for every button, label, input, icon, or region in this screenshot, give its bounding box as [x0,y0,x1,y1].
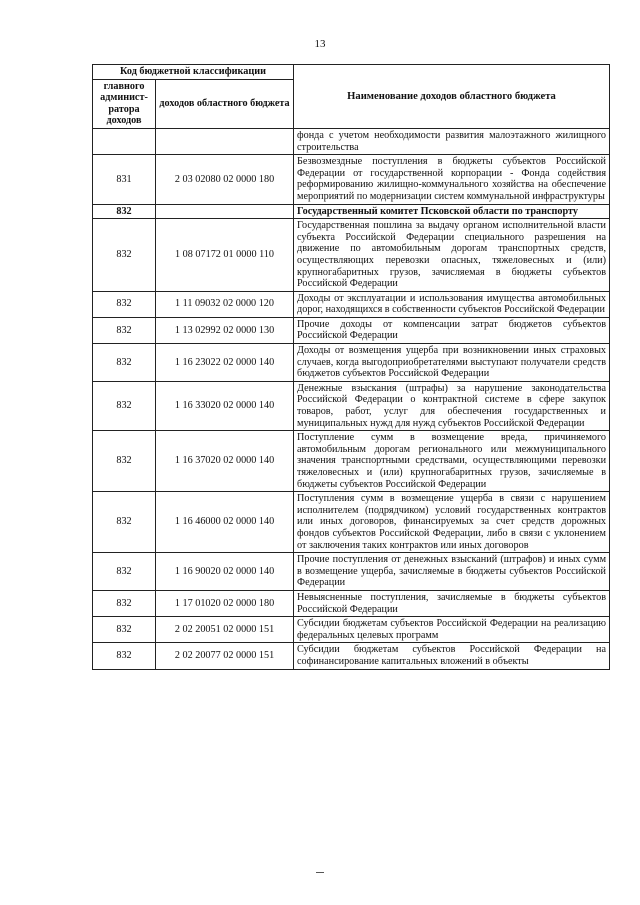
table-row [93,590,610,616]
admin-code-cell: 832 [93,431,156,492]
income-name-cell: Субсидии бюджетам субъектов Российской Федерации на софинансирование капитальных вложений в объекты [294,643,610,669]
admin-code-cell: 832 [93,291,156,317]
table-row [93,291,610,317]
income-code-cell: 1 16 23022 02 0000 140 [156,344,294,382]
admin-code-cell [93,128,156,154]
admin-code-cell: 832 [93,553,156,591]
table-row [93,431,610,492]
income-code-cell: 2 02 20051 02 0000 151 [156,617,294,643]
admin-code-cell: 832 [93,643,156,669]
admin-code-cell: 832 [93,492,156,553]
admin-code-cell: 832 [93,344,156,382]
table-row [93,344,610,382]
admin-code-cell: 832 [93,204,156,219]
table-row [93,617,610,643]
income-name-cell: фонда с учетом необходимости развития малоэтажного жилищного строительства [294,128,610,154]
income-code-cell: 1 16 37020 02 0000 140 [156,431,294,492]
income-code-cell: 2 02 20077 02 0000 151 [156,643,294,669]
section-header-row [93,204,610,219]
income-name-cell: Безвозмездные поступления в бюджеты субъектов Российской Федерации от государственной корпорации - Фонда содействия реформированию жилищно-коммунального хозяйства на обеспечение мероприятий по модернизации систем коммунальной инфраструктуры [294,155,610,204]
income-code-cell: 1 13 02992 02 0000 130 [156,317,294,343]
income-code-cell: 1 11 09032 02 0000 120 [156,291,294,317]
table-row [93,643,610,669]
income-name-cell: Поступления сумм в возмещение ущерба в связи с нарушением исполнителем (подрядчиком) условий государственных контрактов или иных договоров, финансируемых за счет средств дорожных фондов субъектов Российской Федерации, либо в связи с уклонением от заключения таких контрактов или иных договоров [294,492,610,553]
income-code-cell: 1 16 33020 02 0000 140 [156,381,294,430]
table-row [93,317,610,343]
admin-code-cell: 832 [93,381,156,430]
income-name-cell: Невыясненные поступления, зачисляемые в бюджеты субъектов Российской Федерации [294,590,610,616]
admin-code-cell: 832 [93,219,156,292]
income-name-cell: Субсидии бюджетам субъектов Российской Федерации на реализацию федеральных целевых программ [294,617,610,643]
page-number: 13 [314,38,326,50]
income-name-cell: Доходы от возмещения ущерба при возникновении иных страховых случаев, когда выгодоприобретателями выступают получатели средств бюджетов субъектов Российской Федерации [294,344,610,382]
section-title-cell: Государственный комитет Псковской области по транспорту [294,204,610,219]
income-code-cell: 1 16 90020 02 0000 140 [156,553,294,591]
income-code-cell: 1 17 01020 02 0000 180 [156,590,294,616]
income-code-cell: 2 03 02080 02 0000 180 [156,155,294,204]
table-row [93,381,610,430]
income-name-cell: Поступление сумм в возмещение вреда, причиняемого автомобильным дорогам регионального или межмуниципального значения транспортными средствами, осуществляющими перевозки тяжеловесных и (или) крупногабаритных грузов, зачисляемые в бюджеты субъектов Российской Федерации [294,431,610,492]
table-row [93,219,610,292]
income-name-cell: Денежные взыскания (штрафы) за нарушение законодательства Российской Федерации о контрактной системе в сфере закупок товаров, работ, услуг для обеспечения государственных и муниципальных нужд для нужд субъектов Российской Федерации [294,381,610,430]
admin-code-cell: 831 [93,155,156,204]
admin-code-cell: 832 [93,590,156,616]
income-name-cell: Доходы от эксплуатации и использования имущества автомобильных дорог, находящихся в собственности субъектов Российской Федерации [294,291,610,317]
header-admin-code: главного админист-ратора доходов [93,79,156,128]
table-row [93,128,610,154]
income-name-cell: Прочие поступления от денежных взысканий (штрафов) и иных сумм в возмещение ущерба, зачисляемые в бюджеты субъектов Российской Федерации [294,553,610,591]
table-row [93,553,610,591]
header-income-code: доходов областного бюджета [156,79,294,128]
header-name: Наименование доходов областного бюджета [294,65,610,129]
admin-code-cell: 832 [93,317,156,343]
income-code-cell: 1 16 46000 02 0000 140 [156,492,294,553]
table-row [93,492,610,553]
income-code-cell: 1 08 07172 01 0000 110 [156,219,294,292]
income-name-cell: Прочие доходы от компенсации затрат бюджетов субъектов Российской Федерации [294,317,610,343]
header-classification-code: Код бюджетной классификации [93,65,294,80]
table-row [93,155,610,204]
budget-classification-table [92,64,610,670]
income-name-cell: Государственная пошлина за выдачу органом исполнительной власти субъекта Российской Федерации специального разрешения на движение по автомобильным дорогам транспортных средств, осуществляющих перевозки опасных, тяжеловесных и (или) крупногабаритных грузов, зачисляемая в бюджеты субъектов Российской Федерации [294,219,610,292]
page-footer-mark [316,872,324,873]
admin-code-cell: 832 [93,617,156,643]
income-code-cell [156,128,294,154]
income-code-cell [156,204,294,219]
